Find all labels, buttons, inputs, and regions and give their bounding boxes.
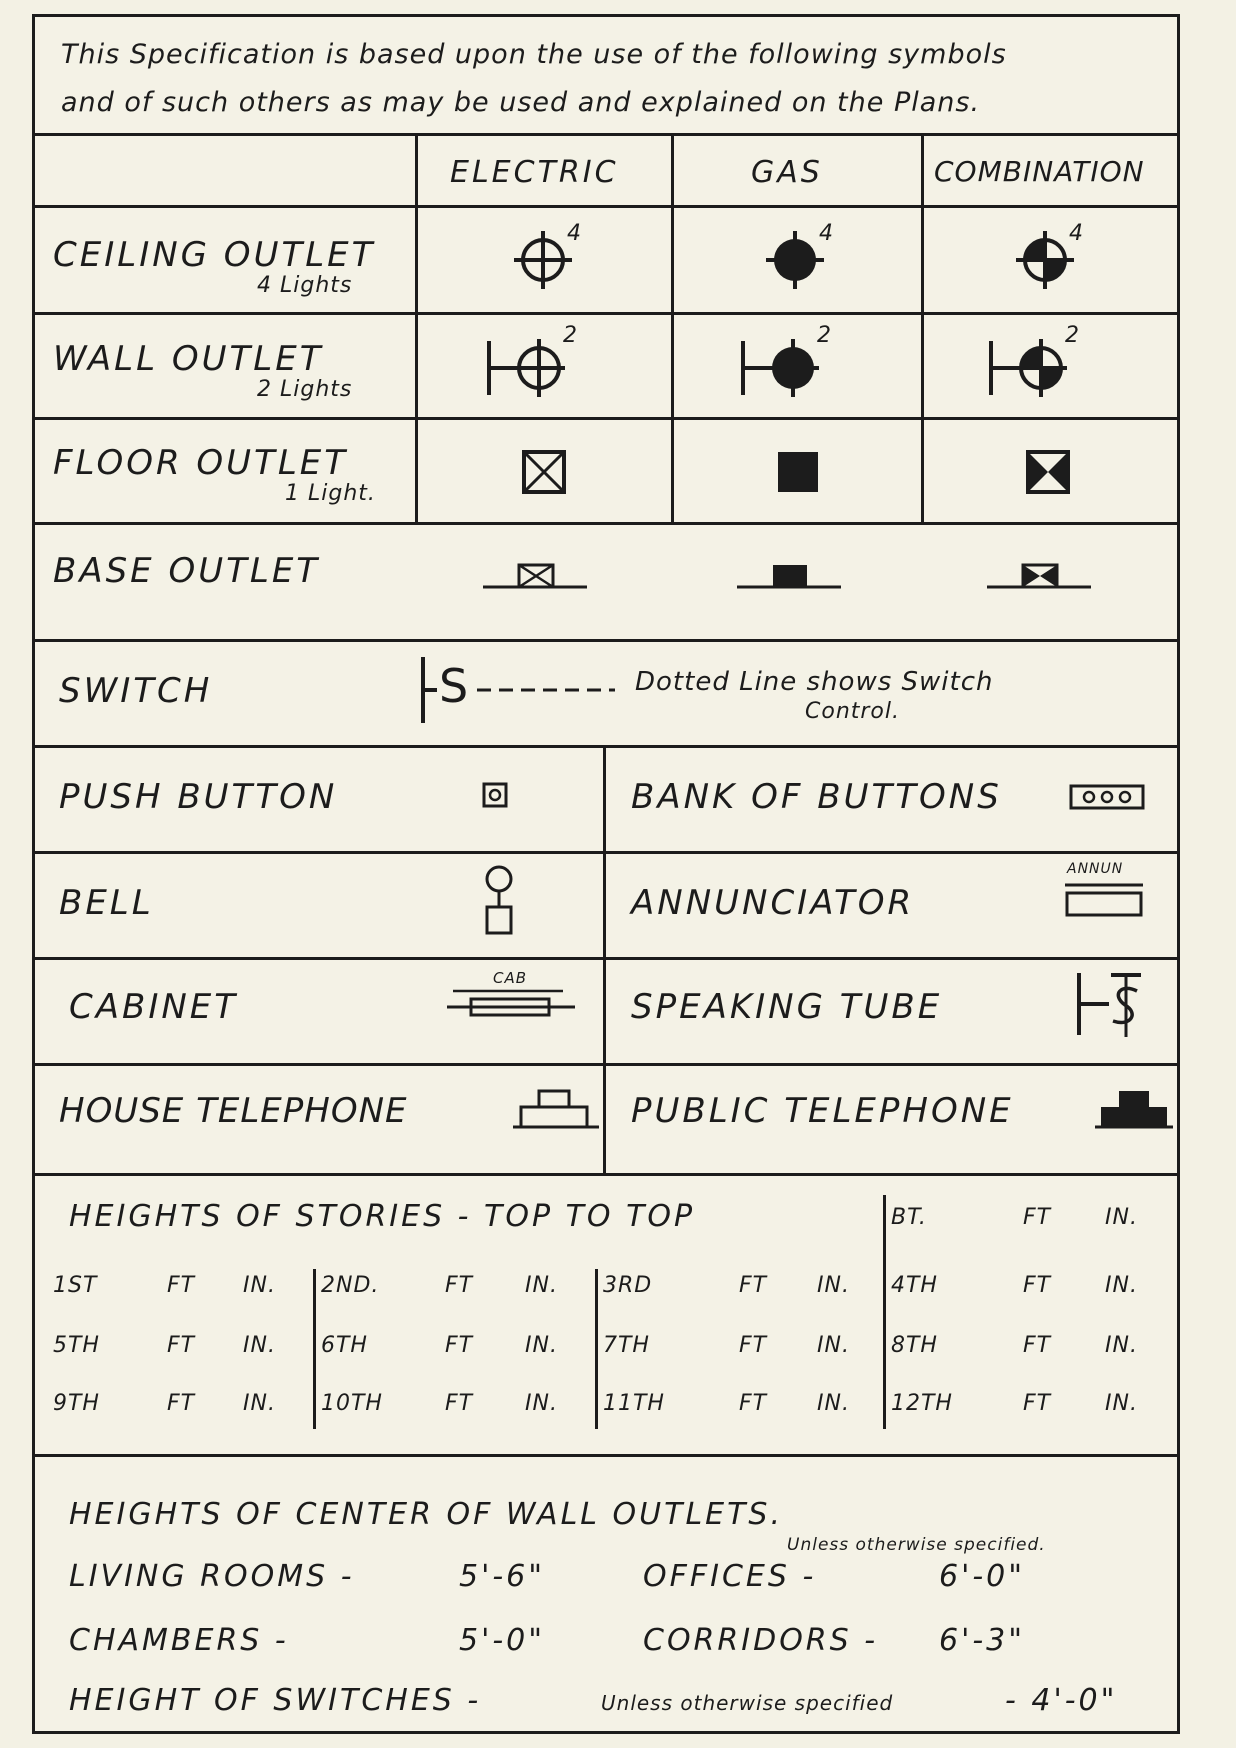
living-rooms-value: 5'-6" — [459, 1559, 546, 1594]
story-ft-unit: FT — [739, 1333, 768, 1358]
story-ft-unit: FT — [1023, 1273, 1052, 1298]
story-in-unit: IN. — [1105, 1391, 1138, 1416]
divider — [35, 851, 1177, 854]
story-label: 9TH — [53, 1391, 100, 1416]
bell-icon — [481, 863, 521, 943]
divider — [35, 522, 1177, 525]
story-label: 11TH — [603, 1391, 665, 1416]
switch-note-1: Dotted Line shows Switch — [635, 667, 994, 697]
living-rooms-label: LIVING ROOMS - — [69, 1559, 355, 1594]
story-ft-unit: FT — [1023, 1205, 1052, 1230]
story-ft-unit: FT — [1023, 1391, 1052, 1416]
wall-combination-count: 2 — [1065, 323, 1080, 348]
story-ft-unit: FT — [445, 1391, 474, 1416]
stories-title: HEIGHTS OF STORIES - TOP TO TOP — [69, 1199, 696, 1234]
switches-value: - 4'-0" — [1005, 1683, 1118, 1718]
divider — [35, 745, 1177, 748]
wall-gas-count: 2 — [817, 323, 832, 348]
speaking-tube-icon — [1075, 965, 1155, 1045]
bank-of-buttons-label: BANK OF BUTTONS — [631, 777, 1002, 817]
story-label: 8TH — [891, 1333, 938, 1358]
bank-of-buttons-icon — [1069, 783, 1149, 813]
chambers-value: 5'-0" — [459, 1623, 546, 1658]
col-electric: ELECTRIC — [450, 155, 619, 190]
switches-note: Unless otherwise specified — [601, 1691, 894, 1715]
story-in-unit: IN. — [1105, 1273, 1138, 1298]
corridors-value: 6'-3" — [939, 1623, 1026, 1658]
wall-outlets-title: HEIGHTS OF CENTER OF WALL OUTLETS. — [69, 1497, 784, 1532]
ceiling-combination-count: 4 — [1069, 221, 1084, 246]
divider — [35, 312, 1177, 315]
story-ft-unit: FT — [445, 1333, 474, 1358]
story-label: 10TH — [321, 1391, 383, 1416]
story-ft-unit: FT — [739, 1391, 768, 1416]
switches-label: HEIGHT OF SWITCHES - — [69, 1683, 482, 1718]
divider — [603, 745, 606, 1173]
story-ft-unit: FT — [445, 1273, 474, 1298]
story-in-unit: IN. — [525, 1273, 558, 1298]
col-gas: GAS — [751, 155, 823, 190]
divider — [35, 133, 1177, 136]
wall-electric-count: 2 — [563, 323, 578, 348]
switch-label: SWITCH — [59, 671, 213, 711]
push-button-icon — [481, 781, 511, 811]
base-combination-icon — [985, 557, 1095, 597]
story-label: 12TH — [891, 1391, 953, 1416]
annunciator-tag: ANNUN — [1067, 861, 1124, 877]
story-in-unit: IN. — [525, 1391, 558, 1416]
ceiling-outlet-label: CEILING OUTLET — [53, 235, 376, 275]
divider — [671, 133, 674, 523]
floor-outlet-sub: 1 Light. — [285, 481, 376, 506]
story-label: 1ST — [53, 1273, 98, 1298]
intro-line-1: This Specification is based upon the use of the following symbols — [61, 39, 1007, 70]
story-in-unit: IN. — [817, 1391, 850, 1416]
story-in-unit: IN. — [243, 1273, 276, 1298]
divider — [595, 1269, 598, 1429]
symbol-legend-frame — [32, 14, 1180, 1734]
floor-electric-icon — [521, 449, 571, 499]
offices-label: OFFICES - — [643, 1559, 817, 1594]
divider — [35, 205, 1177, 208]
story-label: 6TH — [321, 1333, 368, 1358]
annunciator-label: ANNUNCIATOR — [631, 883, 915, 923]
story-ft-unit: FT — [739, 1273, 768, 1298]
floor-combination-icon — [1025, 449, 1075, 499]
divider — [35, 1063, 1177, 1066]
story-ft-unit: FT — [167, 1273, 196, 1298]
story-in-unit: IN. — [243, 1391, 276, 1416]
divider — [921, 133, 924, 523]
floor-outlet-label: FLOOR OUTLET — [53, 443, 349, 483]
divider — [35, 417, 1177, 420]
wall-outlet-sub: 2 Lights — [257, 377, 353, 402]
story-ft-unit: FT — [167, 1391, 196, 1416]
base-gas-icon — [735, 557, 845, 597]
col-combination: COMBINATION — [934, 155, 1145, 188]
story-in-unit: IN. — [525, 1333, 558, 1358]
divider — [35, 1454, 1177, 1457]
divider — [883, 1195, 886, 1429]
story-in-unit: IN. — [1105, 1333, 1138, 1358]
public-telephone-icon — [1095, 1087, 1175, 1137]
story-in-unit: IN. — [243, 1333, 276, 1358]
story-ft-unit: FT — [167, 1333, 196, 1358]
chambers-label: CHAMBERS - — [69, 1623, 289, 1658]
base-electric-icon — [481, 557, 591, 597]
story-label: 5TH — [53, 1333, 100, 1358]
switch-symbol: S — [439, 659, 469, 713]
wall-outlet-label: WALL OUTLET — [53, 339, 324, 379]
cabinet-icon — [447, 987, 577, 1027]
story-label: 2ND. — [321, 1273, 380, 1298]
story-label: 7TH — [603, 1333, 650, 1358]
wall-outlets-note: Unless otherwise specified. — [787, 1535, 1046, 1555]
corridors-label: CORRIDORS - — [643, 1623, 879, 1658]
house-telephone-icon — [513, 1087, 603, 1137]
cabinet-tag: CAB — [493, 969, 528, 987]
divider — [313, 1269, 316, 1429]
house-telephone-label: HOUSE TELEPHONE — [59, 1091, 408, 1131]
ceiling-electric-count: 4 — [567, 221, 582, 246]
intro-line-2: and of such others as may be used and explained on the Plans. — [61, 87, 981, 118]
cabinet-label: CABINET — [69, 987, 239, 1027]
story-ft-unit: FT — [1023, 1333, 1052, 1358]
story-label: 3RD — [603, 1273, 653, 1298]
ceiling-gas-count: 4 — [819, 221, 834, 246]
push-button-label: PUSH BUTTON — [59, 777, 338, 817]
base-outlet-label: BASE OUTLET — [53, 551, 321, 591]
story-label: 4TH — [891, 1273, 938, 1298]
story-bt-label: BT. — [891, 1205, 927, 1230]
story-in-unit: IN. — [817, 1333, 850, 1358]
divider — [35, 957, 1177, 960]
offices-value: 6'-0" — [939, 1559, 1026, 1594]
bell-label: BELL — [59, 883, 154, 923]
annunciator-icon — [1063, 881, 1149, 921]
switch-note-2: Control. — [805, 699, 901, 724]
speaking-tube-label: SPEAKING TUBE — [631, 987, 943, 1027]
divider — [35, 1173, 1177, 1176]
story-in-unit: IN. — [817, 1273, 850, 1298]
ceiling-outlet-sub: 4 Lights — [257, 273, 353, 298]
divider — [35, 639, 1177, 642]
divider — [415, 133, 418, 523]
story-in-unit: IN. — [1105, 1205, 1138, 1230]
floor-gas-icon — [775, 449, 825, 499]
public-telephone-label: PUBLIC TELEPHONE — [631, 1091, 1014, 1131]
